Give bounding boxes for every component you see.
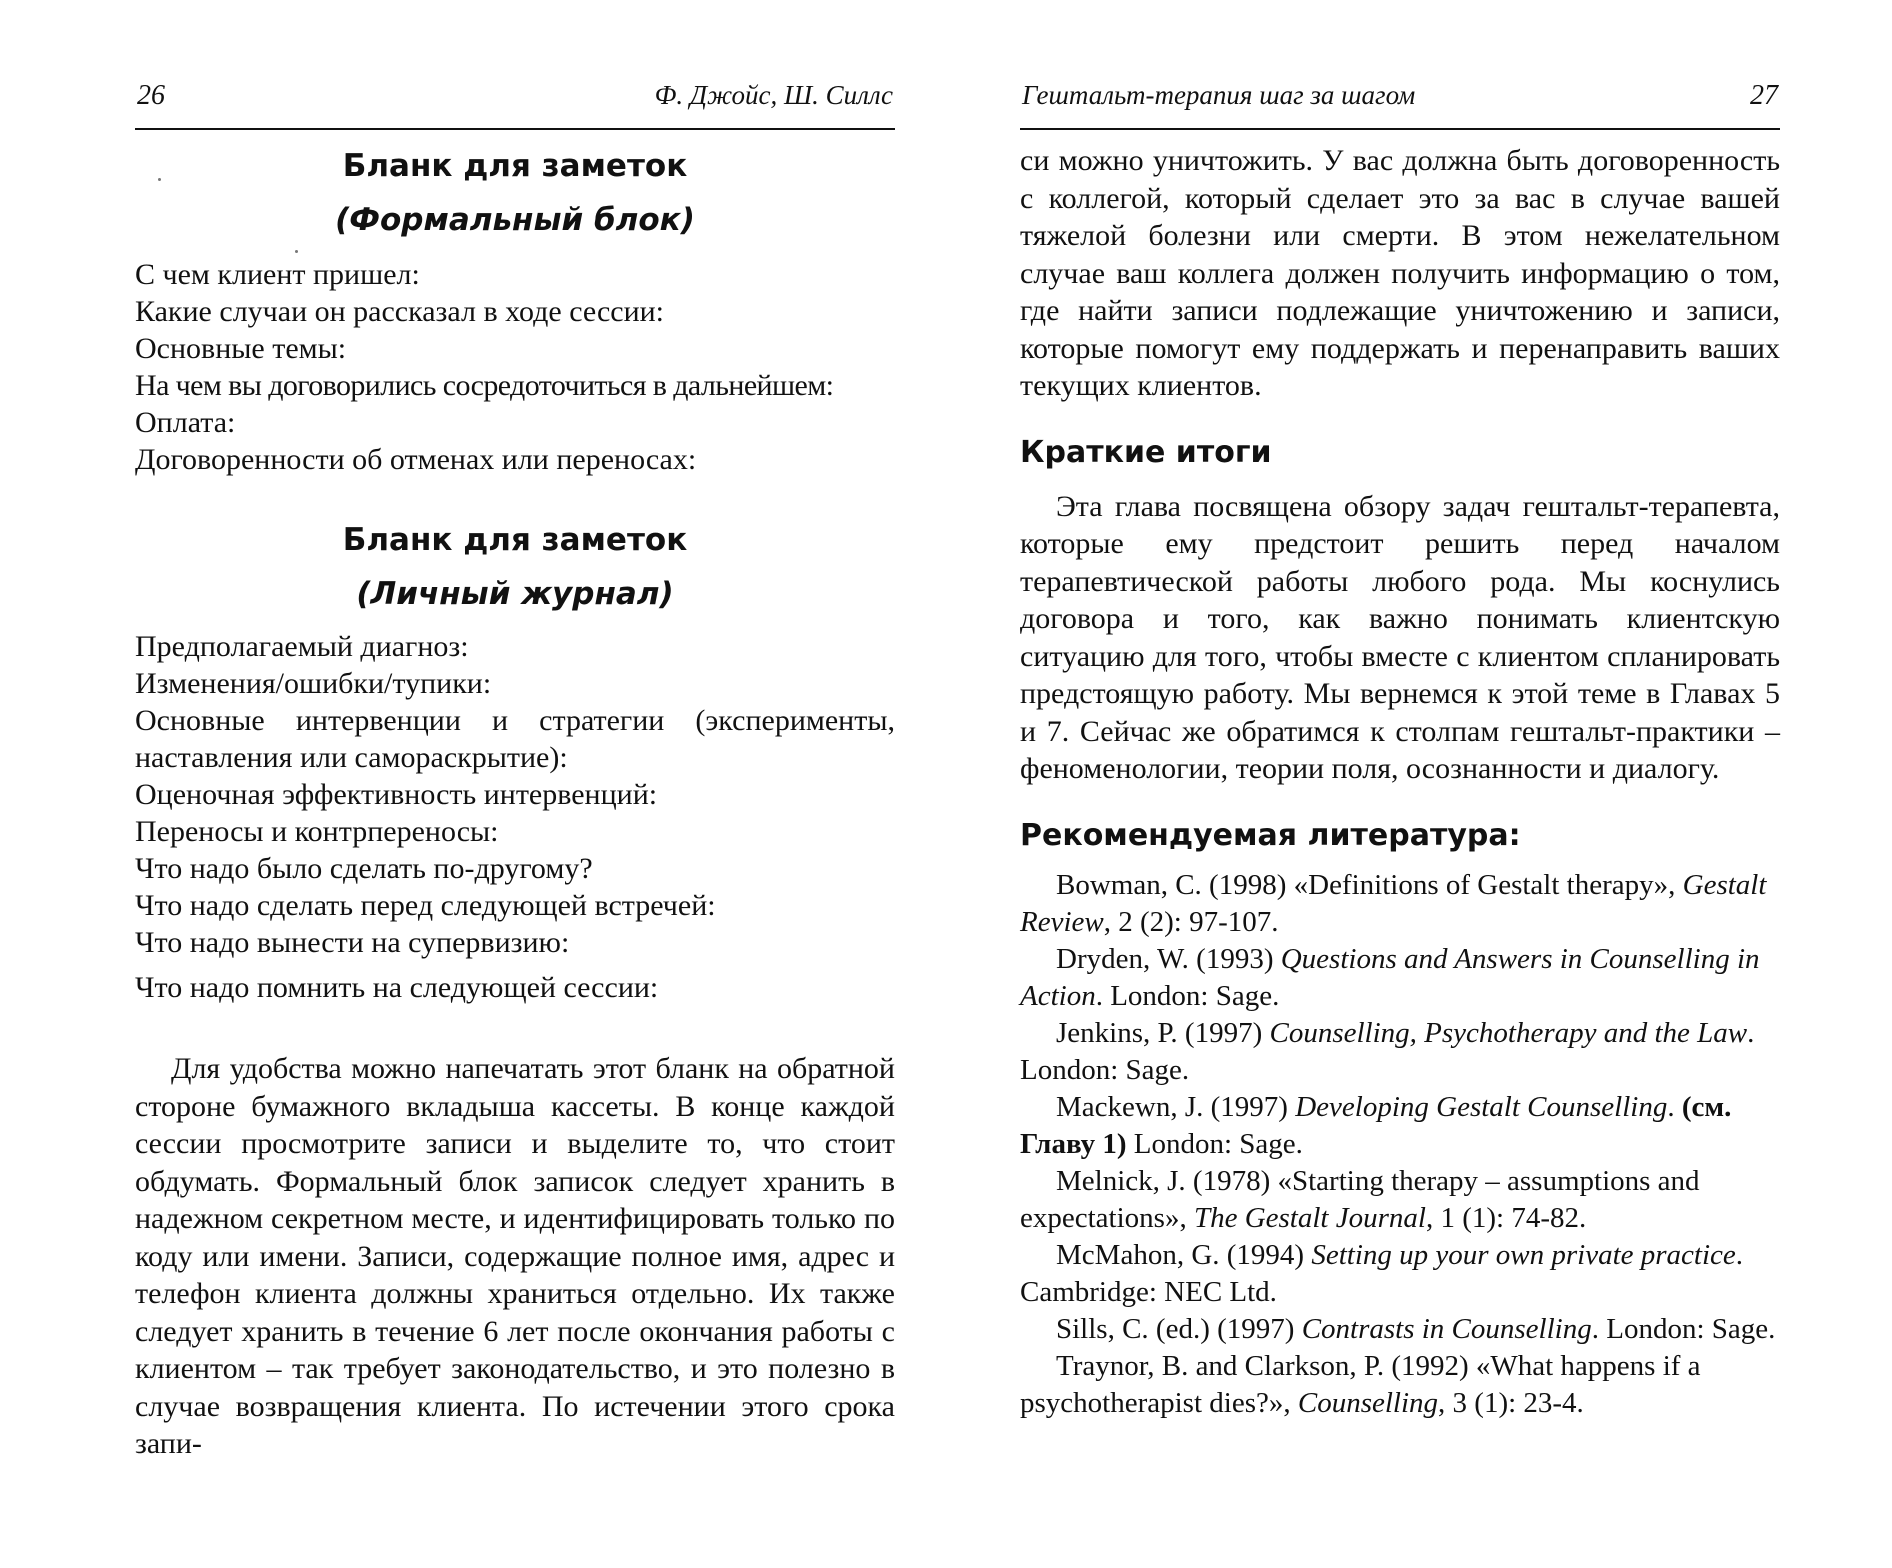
reference-item: Melnick, J. (1978) «Starting therapy – assumptions and expectations», The Gestalt Journal, 1 (1): 74-82. — [1020, 1164, 1700, 1234]
form2-line: Что надо было сделать по-другому? — [135, 852, 593, 885]
form1-line: С чем клиент пришел: — [135, 258, 420, 291]
form2-lines — [135, 628, 895, 961]
form2-title: Бланк для заметок — [342, 522, 688, 558]
form2-line: Что надо сделать перед следующей встречей: — [135, 889, 716, 922]
form2-line: Оценочная эффективность интервенций: — [135, 778, 658, 811]
form1-line: Оплата: — [135, 406, 236, 439]
form2-subtitle: (Личный журнал) — [356, 576, 674, 612]
form2-line: Основные интервенции и стратегии (эксперименты, наставления или самораскрытие): — [135, 704, 895, 774]
reference-item: McMahon, G. (1994) Setting up your own private practice. Cambridge: NEC Ltd. — [1020, 1238, 1744, 1308]
form2-line: Изменения/ошибки/тупики: — [135, 667, 492, 700]
form2-last-line: Что надо помнить на следующей сессии: — [135, 971, 659, 1004]
summary-paragraph: Эта глава посвящена обзору задач гештальт-терапевта, которые ему предстоит решить перед началом терапевтической работы любого рода. Мы коснулись договора и того, как важно понимать клиентскую ситуацию для того, чтобы вместе с клиентом спланировать предстоящую работу. Мы вернемся к этой теме в Главах 5 и 7. Сейчас же обратимся к столпам гештальт-практики – феноменологии, теории поля, осознанности и диалогу. — [1020, 489, 1780, 785]
form1-line: Договоренности об отменах или переносах: — [135, 443, 697, 476]
reference-item: Mackewn, J. (1997) Developing Gestalt Counselling. (см. Главу 1) London: Sage. — [1020, 1090, 1732, 1160]
literature-heading: Рекомендуемая литература: — [1020, 817, 1521, 853]
left-running-head — [135, 80, 895, 130]
form1-title: Бланк для заметок — [342, 148, 688, 184]
left-body-paragraph: Для удобства можно напечатать этот бланк на обратной стороне бумажного вкладыша кассеты. В конце каждой сессии просмотрите записи и выделите то, что стоит обдумать. Формальный блок записок следует хранить в надежном секретном месте, и идентифицировать только по коду или имени. Записи, содержащие полное имя, адрес и телефон клиента должны храниться отдельно. Их также следует хранить в течение 6 лет после окончания работы с клиентом – так требует законодательство, и это полезно в случае возвращения клиента. По истечении этого срока запи- — [135, 1052, 895, 1460]
form2-block — [135, 522, 895, 1006]
form2-line: Переносы и контрпереносы: — [135, 815, 499, 848]
form2-line: Что надо вынести на супервизию: — [135, 926, 570, 959]
right-page — [1020, 80, 1780, 1422]
reference-item: Dryden, W. (1993) Questions and Answers in Counselling in Action. London: Sage. — [1020, 942, 1760, 1012]
left-running-title: Ф. Джойс, Ш. Силлс — [654, 80, 893, 110]
scan-speck — [158, 178, 161, 181]
form1-subtitle: (Формальный блок) — [335, 202, 695, 238]
reference-item: Traynor, B. and Clarkson, P. (1992) «What happens if a psychotherapist dies?», Counselling, 3 (1): 23-4. — [1020, 1349, 1701, 1419]
right-page-number: 27 — [1750, 80, 1778, 111]
reference-item: Bowman, C. (1998) «Definitions of Gestalt therapy», Gestalt Review, 2 (2): 97-107. — [1020, 868, 1767, 938]
left-page-number: 26 — [137, 80, 165, 111]
left-page — [135, 80, 895, 1463]
right-running-title: Гештальт-терапия шаг за шагом — [1022, 80, 1416, 110]
reference-item: Jenkins, P. (1997) Counselling, Psychotherapy and the Law. London: Sage. — [1020, 1016, 1755, 1086]
form1-line: На чем вы договорились сосредоточиться в дальнейшем: — [135, 369, 834, 402]
form1-line: Основные темы: — [135, 332, 347, 365]
form2-line: Предполагаемый диагноз: — [135, 630, 469, 663]
scan-speck — [295, 250, 298, 253]
form1-block — [135, 148, 895, 478]
right-continued-paragraph: си можно уничтожить. У вас должна быть договоренность с коллегой, который сделает это за вас в случае вашей тяжелой болезни или смерти. В этом нежелательном случае ваш коллега должен получить информацию о том, где найти записи подлежащие уничтожению и записи, которые помогут ему поддержать и перенаправить ваших текущих клиентов. — [1020, 144, 1780, 402]
form1-lines — [135, 256, 895, 478]
summary-heading: Краткие итоги — [1020, 434, 1272, 470]
right-running-head — [1020, 80, 1780, 130]
form1-line: Какие случаи он рассказал в ходе сессии: — [135, 295, 665, 328]
reference-item: Sills, C. (ed.) (1997) Contrasts in Counselling. London: Sage. — [1056, 1312, 1776, 1345]
references-list — [1020, 867, 1780, 1422]
